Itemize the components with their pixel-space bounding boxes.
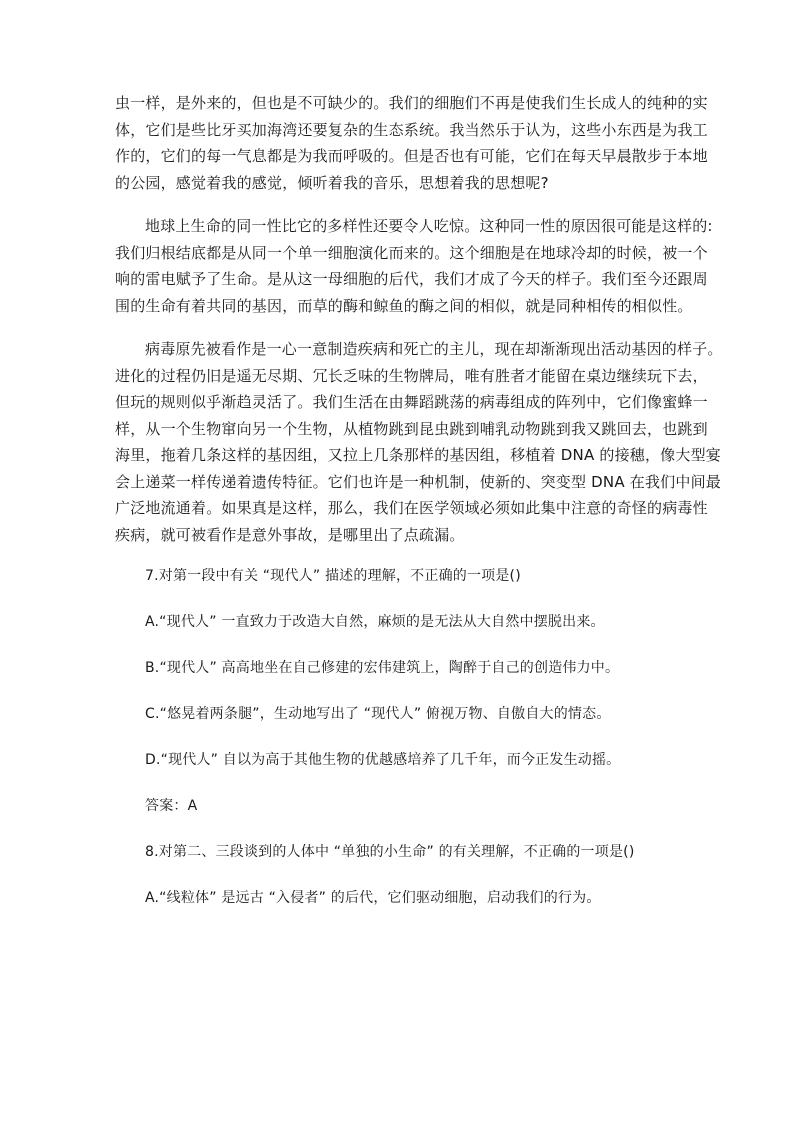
text-line: 病毒原先被看作是一心一意制造疾病和死亡的主儿，现在却渐渐现出活动基因的样子。 [145,340,723,358]
passage-paragraph-3 [115,336,723,548]
text-line: 虫一样，是外来的，但也是不可缺少的。我们的细胞们不再是使我们生长成人的纯种的实 [115,94,708,112]
question-7-option-d: D.“现代人” 自以为高于其他生物的优越感培养了几千年，而今正发生动摇。 [145,752,621,768]
question-7-stem: 7.对第一段中有关 “现代人” 描述的理解，不正确的一项是() [145,568,521,584]
text-line: 作的，它们的每一气息都是为我而呼吸的。但是否也有可能，它们在每天早晨散步于本地 [115,147,708,165]
text-line: 海里，拖着几条这样的基因组，又拉上几条那样的基因组，移植着 DNA 的接穗，像大型宴 [115,446,721,464]
text-line: 我们归根结底都是从同一个单一细胞演化而来的。这个细胞是在地球冷却的时候，被一个 [115,243,708,262]
text-line: 体，它们是些比牙买加海湾还要复杂的生态系统。我当然乐于认为，这些小东西是为我工 [115,120,708,139]
text-line: 样，从一个生物窜向另一个生物，从植物跳到昆虫跳到哺乳动物跳到我又跳回去，也跳到 [115,419,708,438]
question-8-stem: 8.对第二、三段谈到的人体中 “单独的小生命” 的有关理解，不正确的一项是() [145,844,635,860]
question-7-answer: 答案：A [145,798,198,814]
passage-paragraph-1 [115,90,708,196]
text-line: 的公园，感觉着我的感觉，倾听着我的音乐，思想着我的思想呢? [115,173,549,192]
question-7-option-b: B.“现代人” 高高地坐在自己修建的宏伟建筑上，陶醉于自己的创造伟力中。 [145,660,620,676]
question-7-option-a: A.“现代人” 一直致力于改造大自然，麻烦的是无法从大自然中摆脱出来。 [145,614,605,630]
text-line: 围的生命有着共同的基因，而草的酶和鲸鱼的酶之间的相似，就是同种相传的相似性。 [115,296,693,315]
document-page [115,90,723,909]
text-line: 地球上生命的同一性比它的多样性还要令人吃惊。这种同一性的原因很可能是这样的: [145,217,713,235]
text-line: 疾病，就可被看作是意外事故，是哪里出了点疏漏。 [115,525,465,544]
text-line: 进化的过程仍旧是遥无尽期、冗长乏味的生物牌局，唯有胜者才能留在桌边继续玩下去， [115,366,708,385]
question-8-option-a: A.“线粒体” 是远古 “入侵者” 的后代，它们驱动细胞，启动我们的行为。 [145,890,601,906]
text-line: 广泛地流通着。如果真是这样，那么，我们在医学领域必须如此集中注意的奇怪的病毒性 [115,499,708,517]
text-line: 但玩的规则似乎渐趋灵活了。我们生活在由舞蹈跳荡的病毒组成的阵列中，它们像蜜蜂一 [115,393,708,411]
text-line: 响的雷电赋予了生命。是从这一母细胞的后代，我们才成了今天的样子。我们至今还跟周 [115,270,708,288]
text-line: 会上递菜一样传递着遗传特征。它们也许是一种机制，使新的、突变型 DNA 在我们中间最 [115,472,721,491]
passage-paragraph-2 [115,213,713,319]
question-7-option-c: C.“悠晃着两条腿”，生动地写出了 “现代人” 俯视万物、自傲自大的情态。 [145,706,611,722]
